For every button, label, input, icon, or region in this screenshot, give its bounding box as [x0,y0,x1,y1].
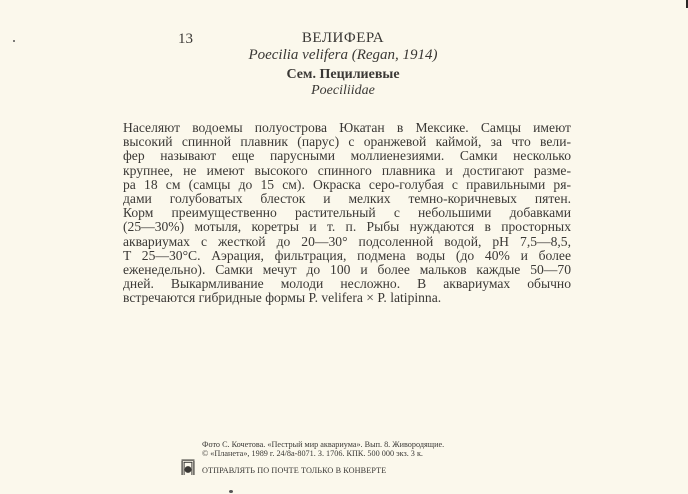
photo-credit: Фото С. Кочетова. «Пестрый мир аквариума». Вып. 8. Живородящие. [202,440,445,449]
mail-notice: ОТПРАВЛЯТЬ ПО ПОЧТЕ ТОЛЬКО В КОНВЕРТЕ [202,466,387,475]
card-number: 13 [178,31,193,47]
paper-speck [229,490,233,493]
paper-speck [13,40,15,42]
description-line: аквариумах с жесткой до 20—30° подсоленной водой, pH 7,5—8,5, [123,233,571,249]
species-header [180,30,506,98]
description-line: ра 18 см (самцы до 15 см). Окраска серо-голубая с правильными ря- [123,176,571,192]
species-description [123,121,571,305]
description-line: Корм преимущественно растительный с небольшими добавками [123,205,571,221]
description-line: Населяют водоемы полуострова Юкатан в Мексике. Самцы имеют [123,120,571,135]
description-line: встречаются гибридные формы P. velifera × P. latipinna. [123,290,442,306]
family-name: Сем. Пецилиевые [286,67,400,82]
publisher-imprint: © «Планета», 1989 г. 24/8а-8071. З. 1706. КПК. 500 000 экз. 3 к. [202,449,423,458]
family-latin-name: Poeciliidae [311,83,375,98]
description-line: дами голубоватых блесток и мелких темно-коричневых пятен. [123,190,571,206]
scientific-name: Poecilia velifera (Regan, 1914) [248,47,438,63]
description-line: еженедельно). Самки мечут до 100 и более мальков каждые 50—70 [123,261,571,277]
publisher-logo-icon [181,459,195,475]
description-line: фер называют еще парусными моллиенезиями. Самки несколько [123,148,571,164]
description-line: T 25—30°C. Аэрация, фильтрация, подмена воды (до 40% и более [123,247,571,263]
description-line: крупнее, не имеют высокого спинного плавника и достигают разме- [123,162,571,178]
description-line: высокий спинной плавник (парус) с оранжевой каймой, за что вели- [123,134,571,150]
species-title: ВЕЛИФЕРА [301,30,385,46]
description-line: (25—30%) мотыля, коретры и т. п. Рыбы нуждаются в просторных [123,219,571,235]
description-line: дней. Выкармливание молоди несложно. В аквариумах обычно [123,276,571,292]
